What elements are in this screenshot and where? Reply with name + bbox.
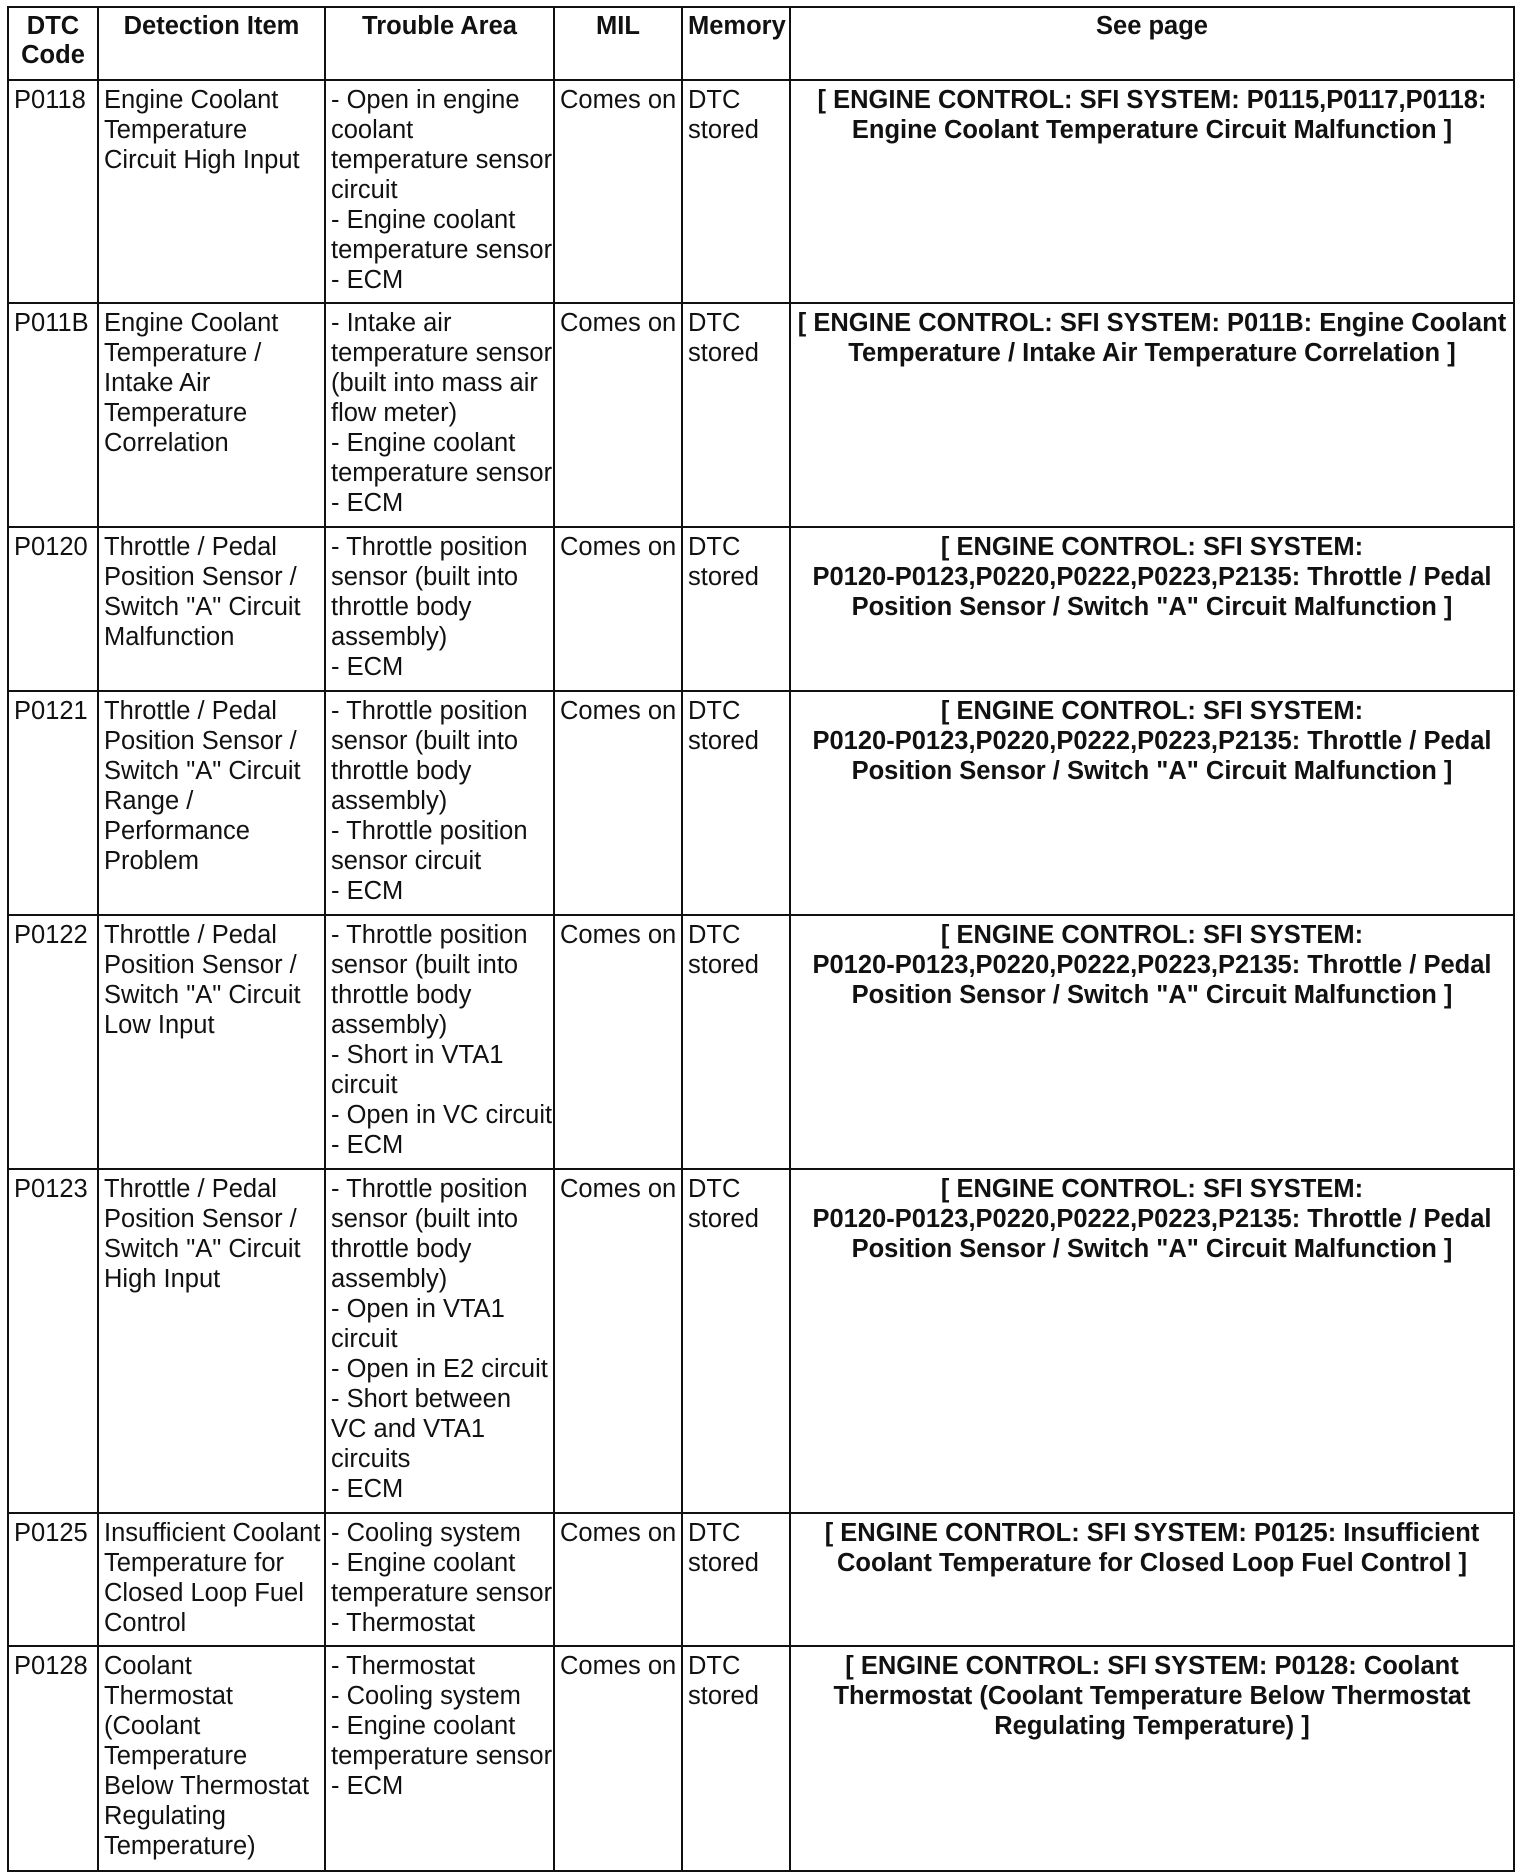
detection-item-line: Temperature / <box>104 339 262 367</box>
detection-item-line: Below Thermostat <box>104 1772 310 1800</box>
memory-line: stored <box>688 563 759 591</box>
trouble-area-line: - Engine coolant <box>331 1549 516 1577</box>
detection-item-line: Temperature <box>104 399 248 427</box>
see-page-line: [ ENGINE CONTROL: SFI SYSTEM: P011B: Engine Coolant <box>797 309 1507 337</box>
detection-item-line: Closed Loop Fuel <box>104 1579 304 1607</box>
trouble-area-line: - Throttle position <box>331 533 528 561</box>
detection-item-line: High Input <box>104 1265 221 1293</box>
detection-item-line: Throttle / Pedal <box>104 1175 277 1203</box>
detection-item-line: (Coolant <box>104 1712 201 1740</box>
header-dtc-code <box>8 7 98 80</box>
see-page-line: [ ENGINE CONTROL: SFI SYSTEM: <box>940 921 1364 949</box>
trouble-area-line: temperature sensor <box>331 459 553 487</box>
memory-cell <box>682 915 790 1169</box>
detection-item-line: Switch "A" Circuit <box>104 757 301 785</box>
trouble-area-line: - Thermostat <box>331 1609 476 1637</box>
trouble-area-line: sensor (built into <box>331 727 519 755</box>
detection-item-cell <box>98 1513 325 1646</box>
see-page-line: [ ENGINE CONTROL: SFI SYSTEM: <box>940 1175 1364 1203</box>
see-page-line: P0120-P0123,P0220,P0222,P0223,P2135: Throttle / Pedal <box>812 951 1492 979</box>
see-page-link[interactable] <box>790 80 1514 303</box>
memory-line: DTC <box>688 309 741 337</box>
dtc-code-cell: P0120 <box>8 527 98 691</box>
memory-line: DTC <box>688 1652 741 1680</box>
memory-line: DTC <box>688 1175 741 1203</box>
see-page-line: Regulating Temperature) ] <box>994 1712 1310 1740</box>
trouble-area-cell <box>325 303 554 527</box>
dtc-code-cell: P0122 <box>8 915 98 1169</box>
memory-line: stored <box>688 727 759 755</box>
header-see-page: See page <box>790 7 1514 80</box>
table-row <box>8 915 1514 1169</box>
memory-line: stored <box>688 1682 759 1710</box>
detection-item-line: Position Sensor / <box>104 727 297 755</box>
trouble-area-line: - Open in VC circuit <box>331 1101 553 1129</box>
detection-item-line: Throttle / Pedal <box>104 533 277 561</box>
trouble-area-line: (built into mass air <box>331 369 538 397</box>
detection-item-line: Switch "A" Circuit <box>104 981 301 1009</box>
table-row <box>8 1646 1514 1871</box>
detection-item-line: Coolant <box>104 1652 192 1680</box>
detection-item-line: Position Sensor / <box>104 1205 297 1233</box>
trouble-area-line: throttle body <box>331 1235 472 1263</box>
trouble-area-line: - Open in E2 circuit <box>331 1355 548 1383</box>
memory-line: DTC <box>688 697 741 725</box>
detection-item-cell <box>98 527 325 691</box>
detection-item-line: Low Input <box>104 1011 215 1039</box>
memory-line: stored <box>688 1549 759 1577</box>
mil-cell: Comes on <box>554 1646 682 1871</box>
memory-cell <box>682 1169 790 1513</box>
mil-cell: Comes on <box>554 915 682 1169</box>
memory-line: DTC <box>688 1519 741 1547</box>
trouble-area-line: - Cooling system <box>331 1682 521 1710</box>
header-dtc-code-line: Code <box>21 41 85 69</box>
trouble-area-line: sensor (built into <box>331 951 519 979</box>
see-page-line: Temperature / Intake Air Temperature Correlation ] <box>848 339 1456 367</box>
dtc-code-cell: P0125 <box>8 1513 98 1646</box>
dtc-code-cell: P0123 <box>8 1169 98 1513</box>
header-memory: Memory <box>682 7 790 80</box>
memory-cell <box>682 527 790 691</box>
trouble-area-line: - ECM <box>331 877 404 905</box>
detection-item-line: Temperature <box>104 116 248 144</box>
detection-item-line: Problem <box>104 847 199 875</box>
trouble-area-line: coolant <box>331 116 414 144</box>
memory-cell <box>682 303 790 527</box>
trouble-area-cell <box>325 691 554 915</box>
trouble-area-line: circuit <box>331 1071 398 1099</box>
trouble-area-line: circuits <box>331 1445 411 1473</box>
see-page-line: [ ENGINE CONTROL: SFI SYSTEM: P0125: Insufficient <box>824 1519 1480 1547</box>
trouble-area-line: - ECM <box>331 1475 404 1503</box>
trouble-area-line: throttle body <box>331 593 472 621</box>
table-row <box>8 80 1514 303</box>
header-mil: MIL <box>554 7 682 80</box>
trouble-area-line: sensor (built into <box>331 1205 519 1233</box>
detection-item-cell <box>98 691 325 915</box>
trouble-area-line: - Throttle position <box>331 1175 528 1203</box>
memory-line: stored <box>688 1205 759 1233</box>
trouble-area-line: - Engine coolant <box>331 1712 516 1740</box>
detection-item-cell <box>98 1169 325 1513</box>
trouble-area-line: - Open in VTA1 <box>331 1295 505 1323</box>
trouble-area-line: sensor (built into <box>331 563 519 591</box>
see-page-link[interactable] <box>790 527 1514 691</box>
see-page-line: P0120-P0123,P0220,P0222,P0223,P2135: Throttle / Pedal <box>812 1205 1492 1233</box>
memory-cell <box>682 1646 790 1871</box>
dtc-code-cell: P011B <box>8 303 98 527</box>
memory-cell <box>682 80 790 303</box>
trouble-area-line: assembly) <box>331 623 448 651</box>
detection-item-line: Performance <box>104 817 250 845</box>
mil-cell: Comes on <box>554 527 682 691</box>
memory-line: stored <box>688 339 759 367</box>
see-page-link[interactable] <box>790 915 1514 1169</box>
trouble-area-line: temperature sensor <box>331 146 553 174</box>
detection-item-line: Temperature <box>104 1742 248 1770</box>
trouble-area-cell <box>325 1513 554 1646</box>
trouble-area-cell <box>325 915 554 1169</box>
memory-cell <box>682 691 790 915</box>
trouble-area-line: throttle body <box>331 981 472 1009</box>
trouble-area-line: assembly) <box>331 1265 448 1293</box>
see-page-line: Position Sensor / Switch "A" Circuit Malfunction ] <box>851 1235 1453 1263</box>
detection-item-cell <box>98 915 325 1169</box>
trouble-area-cell <box>325 1169 554 1513</box>
see-page-link[interactable] <box>790 1169 1514 1513</box>
detection-item-line: Temperature for <box>104 1549 284 1577</box>
detection-item-line: Switch "A" Circuit <box>104 1235 301 1263</box>
dtc-code-cell: P0128 <box>8 1646 98 1871</box>
detection-item-line: Engine Coolant <box>104 309 279 337</box>
see-page-line: [ ENGINE CONTROL: SFI SYSTEM: <box>940 697 1364 725</box>
memory-line: stored <box>688 951 759 979</box>
trouble-area-line: VC and VTA1 <box>331 1415 486 1443</box>
mil-cell: Comes on <box>554 80 682 303</box>
trouble-area-line: - Short between <box>331 1385 512 1413</box>
trouble-area-line: - Throttle position <box>331 921 528 949</box>
see-page-line: Coolant Temperature for Closed Loop Fuel Control ] <box>837 1549 1467 1577</box>
detection-item-line: Malfunction <box>104 623 235 651</box>
detection-item-line: Throttle / Pedal <box>104 921 277 949</box>
memory-line: DTC <box>688 533 741 561</box>
see-page-line: Thermostat (Coolant Temperature Below Thermostat <box>833 1682 1471 1710</box>
see-page-link[interactable] <box>790 691 1514 915</box>
trouble-area-line: - ECM <box>331 1772 404 1800</box>
trouble-area-line: - Engine coolant <box>331 429 516 457</box>
see-page-link[interactable] <box>790 303 1514 527</box>
trouble-area-line: - Short in VTA1 <box>331 1041 504 1069</box>
trouble-area-line: - Cooling system <box>331 1519 521 1547</box>
see-page-line: [ ENGINE CONTROL: SFI SYSTEM: P0115,P0117,P0118: <box>817 86 1487 114</box>
table-row <box>8 691 1514 915</box>
detection-item-line: Engine Coolant <box>104 86 279 114</box>
see-page-line: Engine Coolant Temperature Circuit Malfunction ] <box>851 116 1453 144</box>
trouble-area-line: - Intake air <box>331 309 452 337</box>
table-row <box>8 1513 1514 1646</box>
header-trouble-area: Trouble Area <box>325 7 554 80</box>
table-row <box>8 303 1514 527</box>
table-row <box>8 527 1514 691</box>
see-page-line: Position Sensor / Switch "A" Circuit Malfunction ] <box>851 981 1453 1009</box>
detection-item-line: Position Sensor / <box>104 951 297 979</box>
detection-item-line: Temperature) <box>104 1832 256 1860</box>
trouble-area-cell <box>325 527 554 691</box>
detection-item-line: Switch "A" Circuit <box>104 593 301 621</box>
header-row <box>8 7 1514 80</box>
detection-item-line: Control <box>104 1609 187 1637</box>
detection-item-line: Intake Air <box>104 369 211 397</box>
dtc-code-cell: P0121 <box>8 691 98 915</box>
see-page-link[interactable] <box>790 1646 1514 1871</box>
detection-item-line: Circuit High Input <box>104 146 300 174</box>
mil-cell: Comes on <box>554 1169 682 1513</box>
detection-item-cell <box>98 1646 325 1871</box>
detection-item-line: Position Sensor / <box>104 563 297 591</box>
trouble-area-line: temperature sensor <box>331 1742 553 1770</box>
see-page-line: P0120-P0123,P0220,P0222,P0223,P2135: Throttle / Pedal <box>812 727 1492 755</box>
detection-item-line: Correlation <box>104 429 229 457</box>
memory-cell <box>682 1513 790 1646</box>
trouble-area-line: - Thermostat <box>331 1652 476 1680</box>
trouble-area-line: assembly) <box>331 1011 448 1039</box>
detection-item-line: Thermostat <box>104 1682 233 1710</box>
trouble-area-line: - Engine coolant <box>331 206 516 234</box>
trouble-area-cell <box>325 1646 554 1871</box>
see-page-line: [ ENGINE CONTROL: SFI SYSTEM: P0128: Coolant <box>845 1652 1459 1680</box>
header-dtc-code-line: DTC <box>26 12 80 40</box>
trouble-area-line: flow meter) <box>331 399 458 427</box>
see-page-link[interactable] <box>790 1513 1514 1646</box>
dtc-table <box>7 6 1515 1872</box>
detection-item-line: Regulating <box>104 1802 226 1830</box>
detection-item-line: Insufficient Coolant <box>104 1519 321 1547</box>
detection-item-line: Range / <box>104 787 194 815</box>
see-page-line: Position Sensor / Switch "A" Circuit Malfunction ] <box>851 757 1453 785</box>
trouble-area-cell <box>325 80 554 303</box>
trouble-area-line: - ECM <box>331 1131 404 1159</box>
trouble-area-line: - ECM <box>331 266 404 294</box>
memory-line: DTC <box>688 86 741 114</box>
trouble-area-line: circuit <box>331 1325 398 1353</box>
memory-line: DTC <box>688 921 741 949</box>
see-page-line: [ ENGINE CONTROL: SFI SYSTEM: <box>940 533 1364 561</box>
trouble-area-line: circuit <box>331 176 398 204</box>
memory-line: stored <box>688 116 759 144</box>
mil-cell: Comes on <box>554 303 682 527</box>
header-detection-item: Detection Item <box>98 7 325 80</box>
table-row <box>8 1169 1514 1513</box>
dtc-code-cell: P0118 <box>8 80 98 303</box>
trouble-area-line: temperature sensor <box>331 1579 553 1607</box>
see-page-line: Position Sensor / Switch "A" Circuit Malfunction ] <box>851 593 1453 621</box>
detection-item-cell <box>98 303 325 527</box>
trouble-area-line: - ECM <box>331 489 404 517</box>
trouble-area-line: throttle body <box>331 757 472 785</box>
trouble-area-line: - Throttle position <box>331 817 528 845</box>
trouble-area-line: assembly) <box>331 787 448 815</box>
mil-cell: Comes on <box>554 691 682 915</box>
mil-cell: Comes on <box>554 1513 682 1646</box>
trouble-area-line: temperature sensor <box>331 236 553 264</box>
see-page-line: P0120-P0123,P0220,P0222,P0223,P2135: Throttle / Pedal <box>812 563 1492 591</box>
detection-item-cell <box>98 80 325 303</box>
trouble-area-line: - Open in engine <box>331 86 520 114</box>
detection-item-line: Throttle / Pedal <box>104 697 277 725</box>
trouble-area-line: - Throttle position <box>331 697 528 725</box>
trouble-area-line: temperature sensor <box>331 339 553 367</box>
trouble-area-line: - ECM <box>331 653 404 681</box>
trouble-area-line: sensor circuit <box>331 847 482 875</box>
